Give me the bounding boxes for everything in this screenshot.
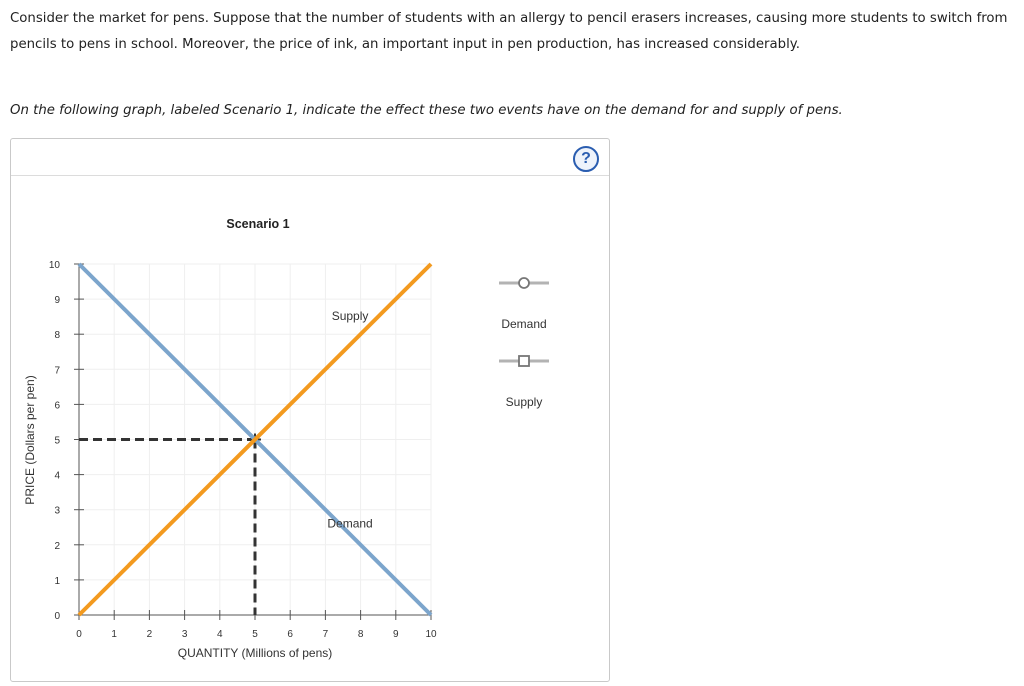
x-axis-label: QUANTITY (Millions of pens) — [177, 646, 333, 660]
x-tick-label: 9 — [393, 629, 399, 640]
y-tick-label: 3 — [54, 505, 60, 517]
question-intro: Consider the market for pens. Suppose that the number of students with an allergy to pencil erasers increases, causing more students to switch from pencils to pens in school. Moreover, the price of ink, an important input in pen production, has increased considerably. — [10, 11, 1008, 52]
x-tick-label: 3 — [181, 629, 188, 640]
legend-label: Supply — [505, 395, 543, 409]
question-instruction: On the following graph, labeled Scenario 1, indicate the effect these two events have on the demand for and supply of pens. — [10, 103, 843, 118]
supply-curve-label: Supply — [331, 309, 369, 324]
y-tick-label: 6 — [54, 400, 60, 412]
chart-title: Scenario 1 — [226, 217, 290, 231]
x-tick-label: 1 — [111, 629, 117, 640]
square-marker-icon — [519, 356, 529, 366]
x-tick-label: 2 — [146, 629, 153, 640]
y-tick-label: 10 — [48, 260, 60, 271]
demand-curve-label: Demand — [327, 516, 373, 531]
x-tick-label: 7 — [322, 629, 329, 640]
x-tick-label: 6 — [287, 629, 293, 640]
chart-legend — [499, 278, 549, 409]
legend-item-demand[interactable] — [499, 278, 549, 331]
y-tick-label: 5 — [54, 435, 60, 447]
y-tick-label: 1 — [54, 575, 60, 587]
x-tick-label: 0 — [76, 629, 82, 640]
x-tick-label: 8 — [357, 629, 364, 640]
y-tick-label: 4 — [54, 470, 60, 482]
help-icon[interactable]: ? — [573, 146, 599, 172]
x-tick-label: 5 — [252, 629, 258, 640]
x-tick-label: 10 — [425, 629, 437, 640]
y-tick-label: 0 — [54, 611, 60, 622]
legend-item-supply[interactable] — [499, 356, 549, 409]
y-tick-label: 2 — [54, 540, 60, 552]
x-tick-label: 4 — [217, 629, 223, 640]
y-tick-label: 7 — [54, 365, 60, 377]
y-axis-label: PRICE (Dollars per pen) — [23, 375, 37, 505]
circle-marker-icon — [519, 278, 529, 288]
y-tick-label: 9 — [54, 295, 60, 307]
legend-label: Demand — [501, 317, 547, 331]
y-tick-label: 8 — [54, 330, 60, 342]
